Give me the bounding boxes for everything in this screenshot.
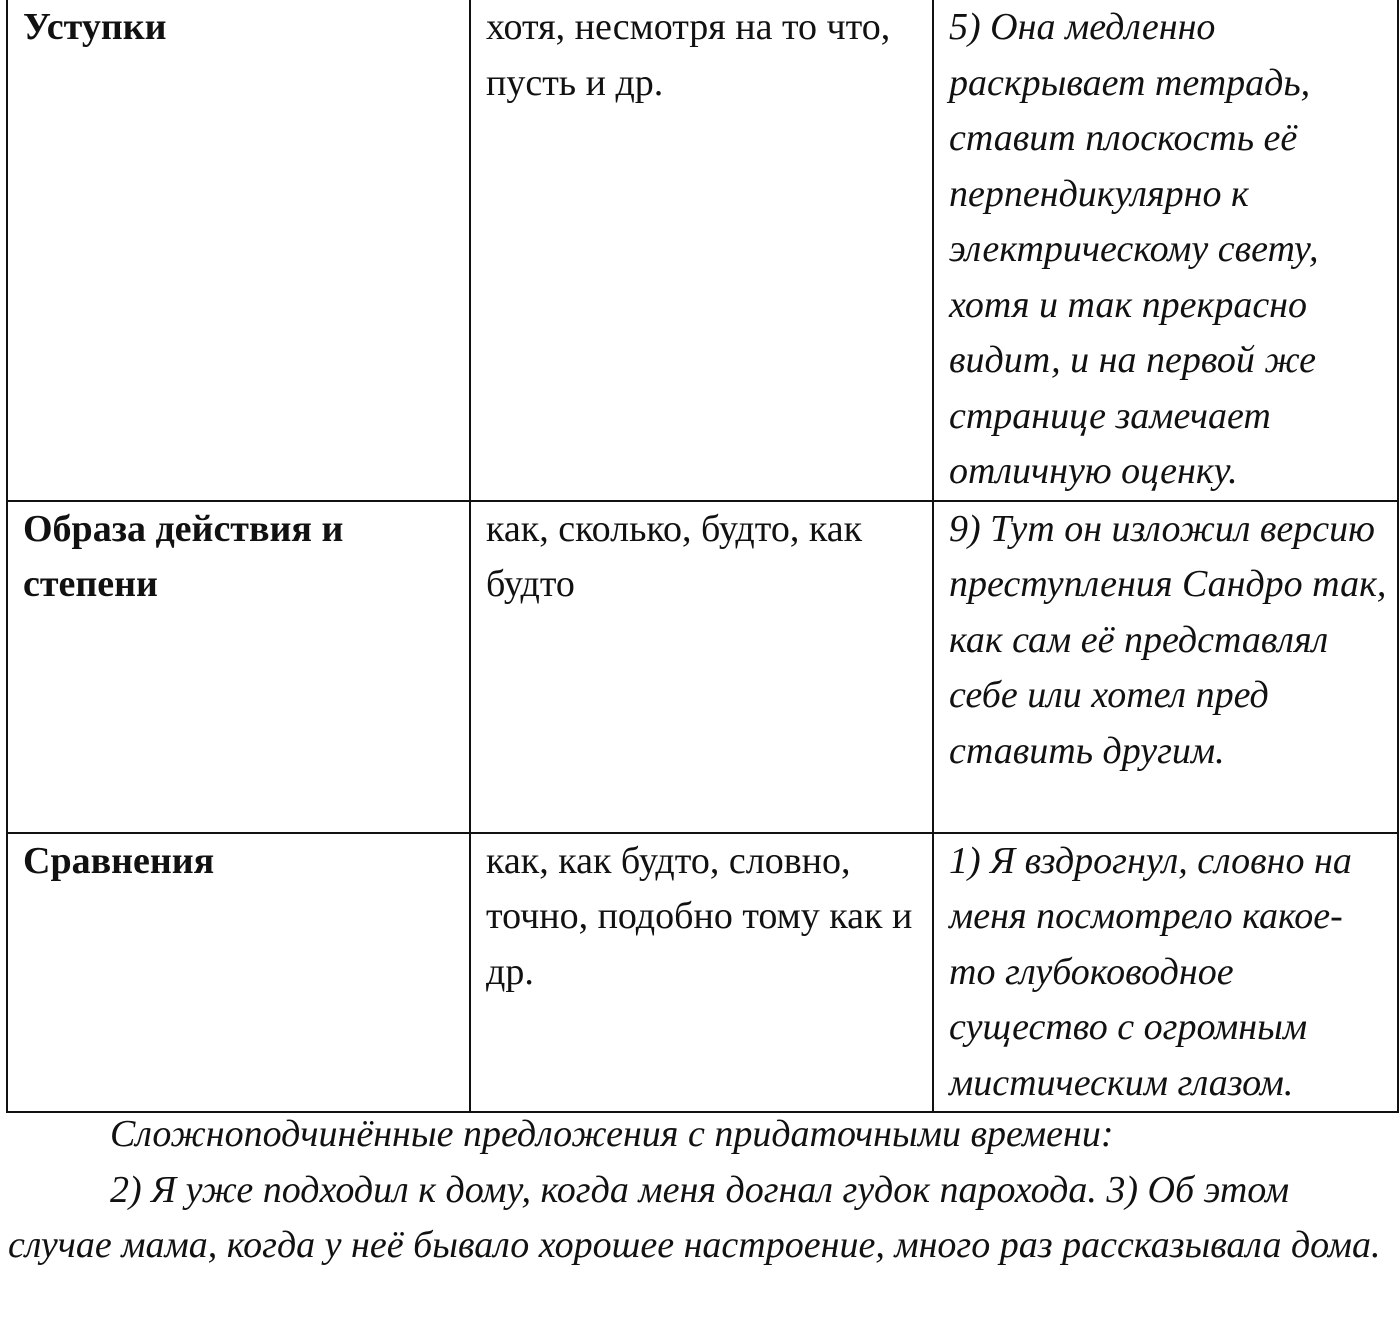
notes-heading: Сложноподчинённые предложения с придаточными времени: bbox=[110, 1113, 1114, 1155]
table-row bbox=[7, 0, 1398, 501]
example-cell: 1) Я вздрогнул, словно на меня посмотрело какое-то глубоководное существо с огромным мистическим глазом. bbox=[933, 833, 1398, 1113]
conjunctions-cell: как, как будто, словно, точно, подобно тому как и др. bbox=[470, 833, 933, 1113]
table-row bbox=[7, 501, 1398, 833]
clause-types-table bbox=[6, 0, 1399, 1113]
notes-section bbox=[8, 1107, 1393, 1274]
notes-text: 2) Я уже подходил к дому, когда меня догнал гудок парохода. 3) Об этом случае мама, когда у неё бывало хорошее настроение, много раз рассказывала дома. bbox=[8, 1168, 1381, 1266]
clause-type-cell: Уступки bbox=[7, 0, 470, 501]
example-cell: 9) Тут он изложил версию преступления Сандро так, как сам её представлял себе или хотел пред ставить другим. bbox=[933, 501, 1398, 833]
example-cell: 5) Она медленно раскрывает тетрадь, ставит плоскость её перпендикулярно к электрическому свету, хотя и так прекрасно видит, и на первой же странице замечает отличную оценку. bbox=[933, 0, 1398, 501]
conjunctions-cell: как, сколько, будто, как будто bbox=[470, 501, 933, 833]
clause-type-cell: Образа действия и степени bbox=[7, 501, 470, 833]
clause-type-cell: Сравнения bbox=[7, 833, 470, 1113]
table-row bbox=[7, 833, 1398, 1113]
conjunctions-cell: хотя, несмотря на то что, пусть и др. bbox=[470, 0, 933, 501]
